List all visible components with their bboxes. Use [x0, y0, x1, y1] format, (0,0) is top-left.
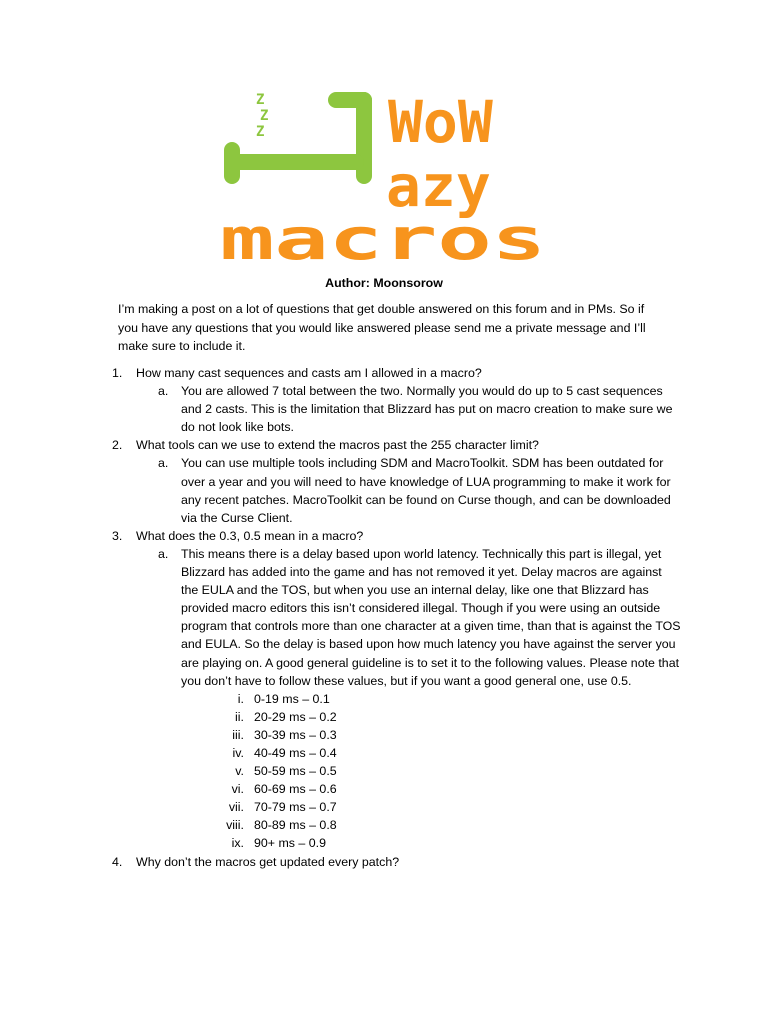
latency-value-item — [0, 780, 768, 798]
logo-zzz-1: Z — [256, 92, 265, 108]
question-item — [0, 853, 768, 871]
answer-item — [0, 454, 681, 526]
latency-value-text: 40-49 ms – 0.4 — [254, 745, 337, 760]
latency-value-item — [0, 762, 768, 780]
answer-item — [0, 382, 681, 436]
roman-numeral: viii. — [226, 818, 244, 833]
latency-value-text: 70-79 ms – 0.7 — [254, 800, 337, 815]
wow-lazy-macros-logo — [220, 84, 550, 270]
roman-numeral: v. — [235, 764, 244, 779]
latency-value-item — [0, 726, 768, 744]
latency-value-item — [0, 744, 768, 762]
question-text: Why don’t the macros get updated every patch? — [136, 854, 400, 869]
logo-wow-text: WoW — [388, 88, 493, 156]
answer-text: This means there is a delay based upon world latency. Technically this part is illegal, yet Blizzard has added into the game and has not removed it yet. Delay macros are against the EULA and the TOS, but when you use an internal delay, like one that Blizzard has provided macro editors this isn’t considered illegal. Though if you were using an outside program that controls more than one character at a given time, than that is against the TOS and EULA. So the delay is based upon how much latency you have against the server you are playing on. A good general guideline is to set it to the following values. Please note that you don’t have to follow these values, but if you want a good general one, use 0.5. — [181, 546, 681, 688]
roman-numeral: iv. — [232, 745, 244, 760]
question-number: 2. — [112, 438, 123, 453]
question-list — [0, 364, 768, 871]
logo-azy-text: azy — [386, 152, 491, 220]
answer-letter: a. — [158, 384, 169, 399]
question-text: How many cast sequences and casts am I allowed in a macro? — [136, 366, 482, 380]
latency-value-item — [0, 708, 768, 726]
latency-value-text: 0-19 ms – 0.1 — [254, 691, 330, 706]
latency-value-item — [0, 834, 768, 852]
answer-item — [0, 545, 681, 690]
latency-value-text: 90+ ms – 0.9 — [254, 836, 326, 851]
latency-value-text: 20-29 ms – 0.2 — [254, 709, 337, 724]
latency-value-text: 80-89 ms – 0.8 — [254, 818, 337, 833]
logo-l-shape — [224, 92, 372, 184]
roman-numeral: i. — [237, 691, 244, 706]
logo-graphic — [220, 84, 550, 270]
intro-paragraph: I’m making a post on a lot of questions that get double answered on this forum and in PMs. So if you have any questions that you would like answered please send me a private message and I’ll make sure to include it. — [118, 302, 646, 354]
latency-value-item — [0, 816, 768, 834]
question-item — [0, 364, 768, 382]
answer-letter: a. — [158, 546, 169, 561]
answer-text: You can use multiple tools including SDM and MacroToolkit. SDM has been outdated for over a year and you will need to have knowledge of LUA programming to make it work for any recent patches. MacroToolkit can be found on Curse though, and can be downloaded via the Curse Client. — [181, 456, 671, 525]
latency-value-item — [0, 690, 768, 708]
roman-numeral: vii. — [228, 800, 244, 815]
roman-numeral: ix. — [231, 836, 244, 851]
answer-text: You are allowed 7 total between the two. Normally you would do up to 5 cast sequences and 2 casts. This is the limitation that Blizzard has put on macro creation to make sure we do not look like bots. — [181, 384, 673, 435]
question-item — [0, 527, 768, 545]
roman-numeral: iii. — [232, 727, 244, 742]
roman-numeral: ii. — [235, 709, 244, 724]
logo-zzz-2: Z — [260, 108, 269, 124]
latency-value-text: 50-59 ms – 0.5 — [254, 764, 337, 779]
question-number: 3. — [112, 528, 123, 543]
question-item — [0, 436, 768, 454]
logo-macros-text: macros — [220, 205, 546, 270]
answer-letter: a. — [158, 456, 169, 471]
author-line: Author: Moonsorow — [325, 276, 443, 290]
latency-value-text: 30-39 ms – 0.3 — [254, 727, 337, 742]
question-number: 4. — [112, 854, 123, 869]
latency-value-text: 60-69 ms – 0.6 — [254, 782, 337, 797]
logo-zzz-3: Z — [256, 124, 265, 140]
latency-value-item — [0, 798, 768, 816]
question-text: What tools can we use to extend the macros past the 255 character limit? — [136, 438, 539, 453]
question-number: 1. — [112, 366, 123, 380]
question-text: What does the 0.3, 0.5 mean in a macro? — [136, 528, 364, 543]
latency-value-list — [0, 690, 768, 853]
roman-numeral: vi. — [231, 782, 244, 797]
